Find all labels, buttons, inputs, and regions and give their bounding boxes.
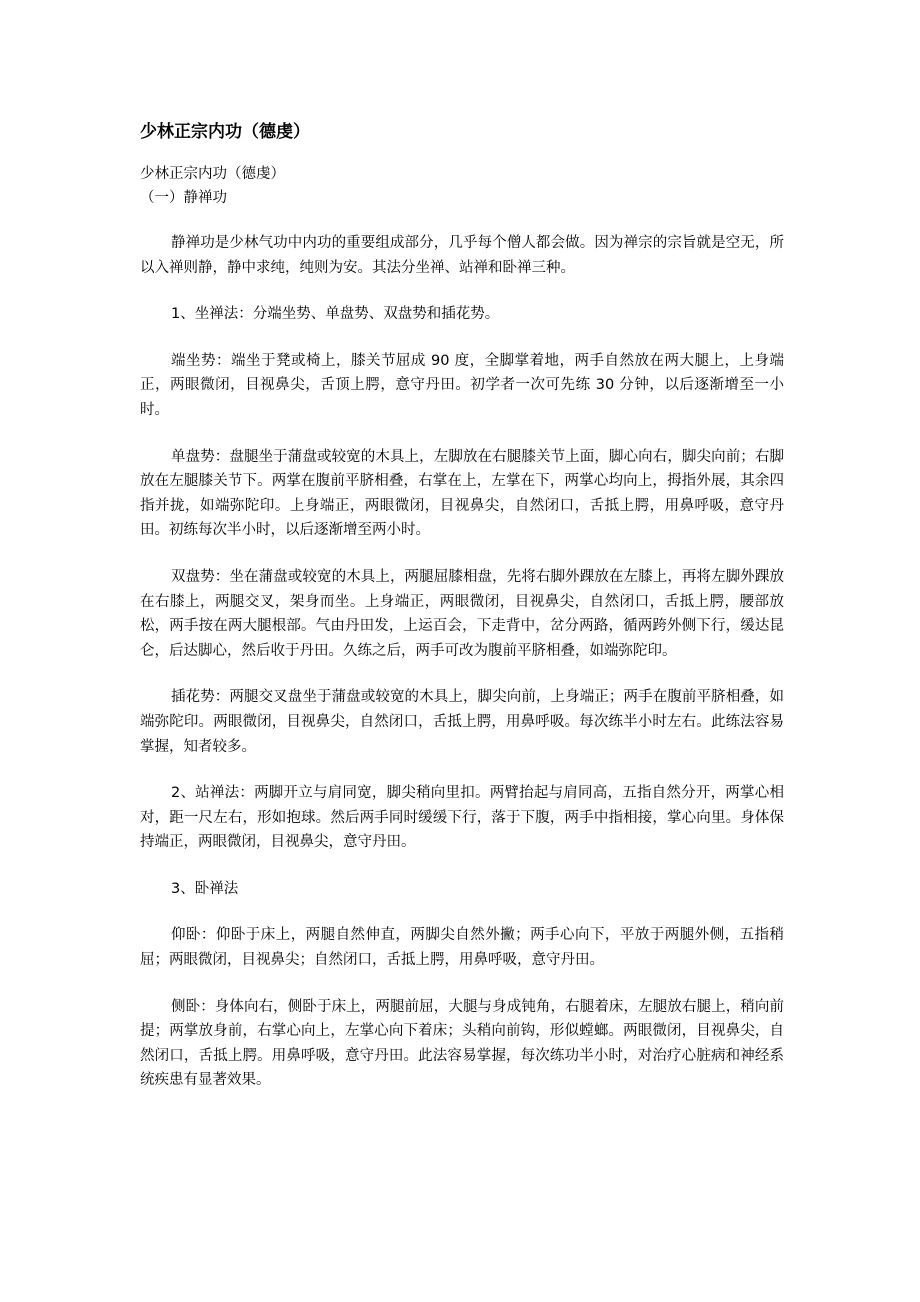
paragraph-intro: 静禅功是少林气功中内功的重要组成部分，几乎每个僧人都会做。因为禅宗的宗旨就是空无，所以入禅则静，静中求纯，纯则为安。其法分坐禅、站禅和卧禅三种。: [140, 235, 784, 276]
paragraph-sitting-method: 1、坐禅法：分端坐势、单盘势、双盘势和插花势。: [171, 306, 500, 323]
paragraph-single-lotus: 单盘势：盘腿坐于蒲盘或较宽的木具上，左脚放在右腿膝关节上面，脚心向右，脚尖向前；右脚放在左腿膝关节下。两掌在腹前平脐相叠，右掌在上，左掌在下，两掌心均向上，拇指外展，其余四指并拢，如端弥陀印。上身端正，两眼微闭，目视鼻尖，自然闭口，舌抵上腭，用鼻呼吸，意守丹田。初练每次半小时，以后逐渐增至两小时。: [140, 448, 784, 539]
paragraph-cross-legged: 插花势：两腿交叉盘坐于蒲盘或较宽的木具上，脚尖向前，上身端正；两手在腹前平脐相叠，如端弥陀印。两眼微闭，目视鼻尖，自然闭口，舌抵上腭，用鼻呼吸。每次练半小时左右。此练法容易掌握，知者较多。: [140, 689, 784, 755]
paragraph-side-lying: 侧卧：身体向右，侧卧于床上，两腿前屈，大腿与身成钝角，右腿着床，左腿放右腿上，稍向前提；两掌放身前，右掌心向上，左掌心向下着床；头稍向前钩，形似螳螂。两眼微闭，目视鼻尖，自然闭口，舌抵上腭。用鼻呼吸，意守丹田。此法容易掌握，每次练功半小时，对治疗心脏病和神经系统疾患有显著效果。: [140, 998, 784, 1089]
section-heading: （一）静禅功: [140, 190, 227, 206]
paragraph-standing-method: 2、站禅法：两脚开立与肩同宽，脚尖稍向里扣。两臂抬起与肩同高，五指自然分开，两掌心相对，距一尺左右，形如抱球。然后两手同时缓缓下行，落于下腹，两手中指相接，掌心向里。身体保持端正，两眼微闭，目视鼻尖，意守丹田。: [140, 785, 784, 851]
document-title: 少林正宗内功（德虔）: [140, 122, 310, 142]
paragraph-lying-method: 3、卧禅法: [171, 880, 239, 897]
document-body: [140, 119, 784, 1115]
paragraph-double-lotus: 双盘势：坐在蒲盘或较宽的木具上，两腿屈膝相盘，先将右脚外踝放在左膝上，再将左脚外踝放在右膝上，两腿交叉，架身而坐。上身端正，两眼微闭，目视鼻尖，自然闭口，舌抵上腭，腰部放松，两手按在两大腿根部。气由丹田发，上运百会，下走背中，岔分两路，循两跨外侧下行，缓达昆仑，后达脚心，然后收于丹田。久练之后，两手可改为腹前平脐相叠，如端弥陀印。: [140, 568, 784, 659]
document-subtitle: 少林正宗内功（德虔）: [140, 166, 285, 182]
paragraph-upright-sitting: 端坐势：端坐于凳或椅上，膝关节屈成 90 度，全脚掌着地，两手自然放在两大腿上，上身端正，两眼微闭，目视鼻尖，舌顶上腭，意守丹田。初学者一次可先练 30 分钟，以后逐渐增至一小时。: [140, 352, 784, 418]
paragraph-supine: 仰卧：仰卧于床上，两腿自然伸直，两脚尖自然外撇；两手心向下，平放于两腿外侧，五指稍屈；两眼微闭，目视鼻尖；自然闭口，舌抵上腭，用鼻呼吸，意守丹田。: [140, 927, 784, 969]
